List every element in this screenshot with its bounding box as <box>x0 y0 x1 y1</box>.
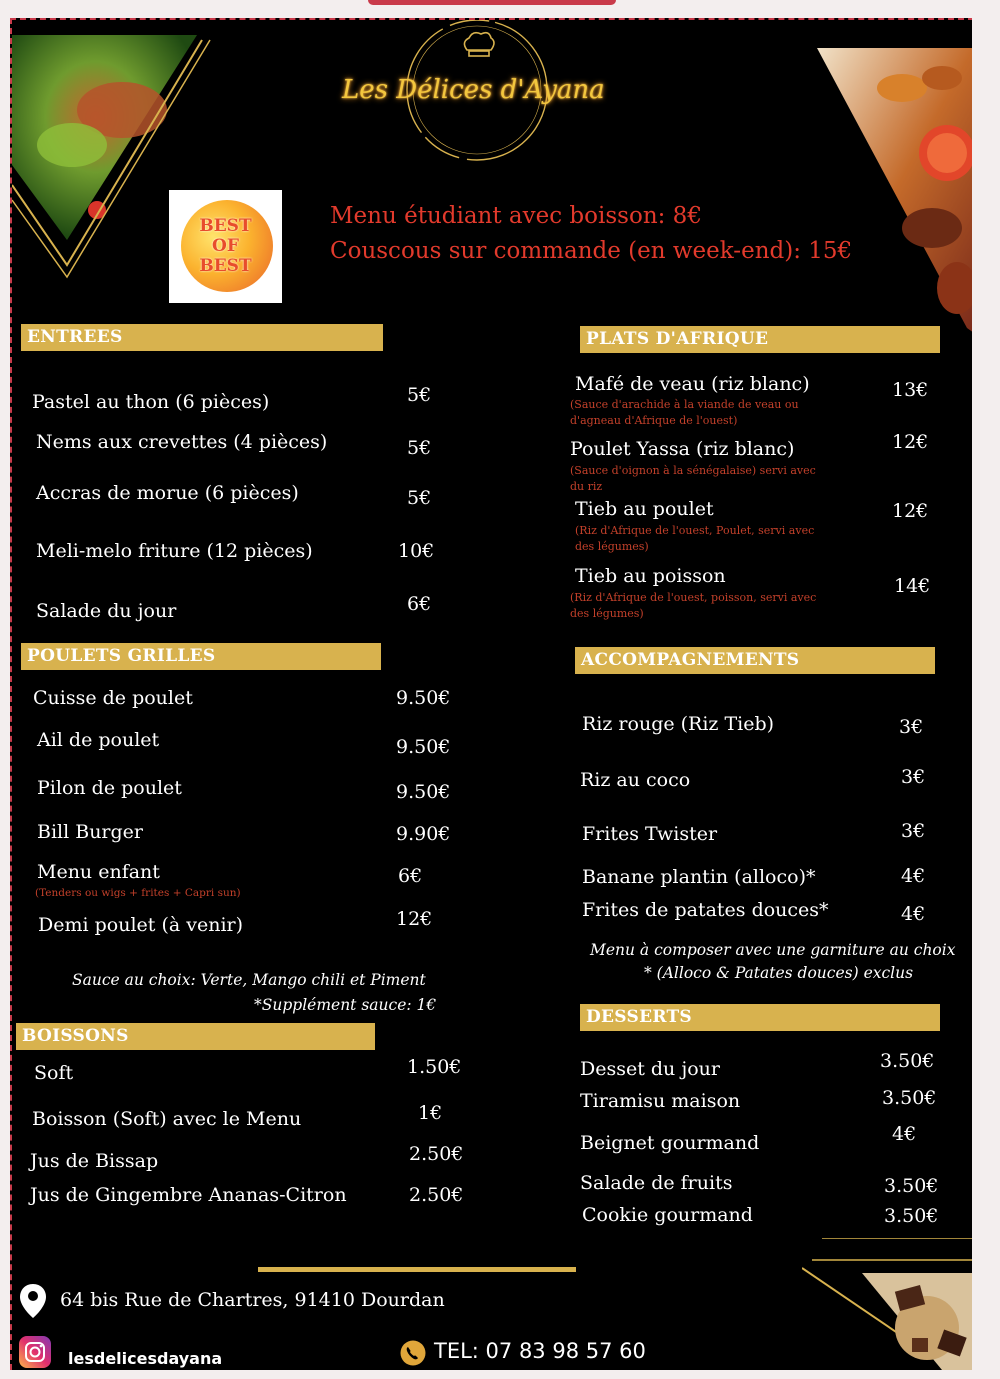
poulets-item-desc: (Tenders ou wigs + frites + Capri sun) <box>35 887 241 899</box>
afrique-item-desc <box>570 590 852 622</box>
afrique-desc-line: des légumes) <box>570 606 644 620</box>
boissons-item-name: Soft <box>34 1062 74 1084</box>
poulets-item-price: 12€ <box>396 908 433 930</box>
desserts-item-name: Tiramisu maison <box>580 1090 741 1112</box>
section-header-afrique: PLATS D'AFRIQUE <box>580 326 940 353</box>
section-header-desserts: DESSERTS <box>580 1004 940 1031</box>
entrees-item-name: Pastel au thon (6 pièces) <box>32 391 270 413</box>
accomp-item-name: Frites de patates douces* <box>582 899 829 921</box>
section-header-accompagnements: ACCOMPAGNEMENTS <box>575 647 935 674</box>
accomp-note: Menu à composer avec une garniture au choix <box>590 941 956 959</box>
boissons-item-name: Jus de Gingembre Ananas-Citron <box>30 1184 347 1206</box>
entrees-item-name: Accras de morue (6 pièces) <box>36 482 299 504</box>
sauce-note: Sauce au choix: Verte, Mango chili et Piment <box>72 971 426 989</box>
afrique-item-price: 12€ <box>892 431 929 453</box>
entrees-item-name: Salade du jour <box>36 600 177 622</box>
top-accent-bar <box>368 0 616 5</box>
afrique-item-name: Mafé de veau (riz blanc) <box>575 373 810 395</box>
phone-number: TEL: 07 83 98 57 60 <box>434 1339 646 1363</box>
poulets-item-name: Bill Burger <box>37 821 144 843</box>
poulets-item-name: Menu enfant <box>37 861 160 883</box>
accomp-item-name: Banane plantin (alloco)* <box>582 866 816 888</box>
afrique-item-name: Poulet Yassa (riz blanc) <box>570 438 795 460</box>
logo-text: Les Délices d'Ayana <box>342 75 605 105</box>
afrique-desc-line: (Riz d'Afrique de l'ouest, Poulet, servi avec <box>575 524 815 537</box>
poulets-item-price: 6€ <box>398 865 423 887</box>
poulets-item-price: 9.50€ <box>396 781 451 803</box>
afrique-item-desc <box>570 397 852 429</box>
desserts-item-name: Beignet gourmand <box>580 1132 760 1154</box>
poulets-item-name: Cuisse de poulet <box>33 687 193 709</box>
bottom-right-dessert-photo <box>802 1238 974 1370</box>
poulets-item-name: Pilon de poulet <box>37 777 182 799</box>
afrique-item-name: Tieb au poisson <box>575 565 726 587</box>
best-of-best-badge <box>169 190 282 303</box>
boissons-item-name: Jus de Bissap <box>30 1150 159 1172</box>
accomp-item-price: 4€ <box>901 903 926 925</box>
afrique-desc-line: (Riz d'Afrique de l'ouest, poisson, servi avec <box>570 591 817 604</box>
poulets-item-price: 9.50€ <box>396 687 451 709</box>
accomp-item-name: Riz rouge (Riz Tieb) <box>582 713 775 735</box>
section-header-poulets: POULETS GRILLES <box>21 643 381 670</box>
accomp-exclusion-note: * (Alloco & Patates douces) exclus <box>644 964 914 982</box>
address-text: 64 bis Rue de Chartres, 91410 Dourdan <box>60 1289 445 1311</box>
entrees-item-price: 10€ <box>398 540 435 562</box>
poulets-item-price: 9.50€ <box>396 736 451 758</box>
location-pin-icon <box>18 1282 48 1320</box>
poulets-item-name: Demi poulet (à venir) <box>38 914 244 936</box>
section-header-boissons: BOISSONS <box>16 1023 375 1050</box>
desserts-item-price: 3.50€ <box>884 1175 939 1197</box>
sauce-supplement-note: *Supplément sauce: 1€ <box>254 996 437 1014</box>
desserts-item-price: 3.50€ <box>882 1087 937 1109</box>
accomp-item-name: Frites Twister <box>582 823 718 845</box>
afrique-desc-line: (Sauce d'oignon à la sénégalaise) servi avec <box>570 464 816 477</box>
afrique-desc-line: d'agneau d'Afrique de l'ouest) <box>570 413 738 427</box>
boissons-item-price: 1€ <box>418 1102 443 1124</box>
entrees-item-name: Nems aux crevettes (4 pièces) <box>36 431 328 453</box>
instagram-icon <box>18 1335 52 1369</box>
desserts-item-name: Desset du jour <box>580 1058 720 1080</box>
desserts-item-name: Salade de fruits <box>580 1172 733 1194</box>
afrique-item-desc <box>570 463 852 495</box>
instagram-handle: lesdelicesdayana <box>68 1349 223 1368</box>
afrique-item-desc <box>575 523 857 555</box>
entrees-item-price: 5€ <box>407 384 432 406</box>
desserts-item-price: 3.50€ <box>884 1205 939 1227</box>
entrees-item-name: Meli-melo friture (12 pièces) <box>36 540 313 562</box>
accomp-item-name: Riz au coco <box>580 769 691 791</box>
promo-couscous: Couscous sur commande (en week-end): 15€ <box>330 238 853 264</box>
afrique-item-price: 12€ <box>892 500 929 522</box>
top-right-food-photo <box>807 48 974 333</box>
menu-board <box>10 18 974 1370</box>
afrique-item-price: 13€ <box>892 379 929 401</box>
afrique-desc-line: du riz <box>570 479 603 493</box>
boissons-item-price: 1.50€ <box>407 1056 462 1078</box>
desserts-item-name: Cookie gourmand <box>582 1204 753 1226</box>
desserts-item-price: 3.50€ <box>880 1050 935 1072</box>
accomp-item-price: 4€ <box>901 865 926 887</box>
boissons-item-name: Boisson (Soft) avec le Menu <box>32 1108 302 1130</box>
boissons-item-price: 2.50€ <box>409 1143 464 1165</box>
phone-icon <box>400 1340 426 1366</box>
afrique-desc-line: (Sauce d'arachide à la viande de veau ou <box>570 398 799 411</box>
footer-divider <box>258 1267 576 1272</box>
accomp-item-price: 3€ <box>899 716 924 738</box>
page-margin-right <box>972 18 1000 1379</box>
afrique-item-price: 14€ <box>894 575 931 597</box>
afrique-item-name: Tieb au poulet <box>575 498 714 520</box>
afrique-desc-line: des légumes) <box>575 539 649 553</box>
poulets-item-name: Ail de poulet <box>37 729 160 751</box>
accomp-item-price: 3€ <box>901 766 926 788</box>
boissons-item-price: 2.50€ <box>409 1184 464 1206</box>
badge-line2: OF <box>212 236 239 256</box>
poulets-item-price: 9.90€ <box>396 823 451 845</box>
accomp-item-price: 3€ <box>901 820 926 842</box>
entrees-item-price: 6€ <box>407 593 432 615</box>
desserts-item-price: 4€ <box>892 1123 917 1145</box>
section-header-entrees: ENTREES <box>21 324 383 351</box>
entrees-item-price: 5€ <box>407 437 432 459</box>
badge-line3: BEST <box>199 256 252 276</box>
entrees-item-price: 5€ <box>407 487 432 509</box>
badge-line1: BEST <box>199 216 252 236</box>
promo-student-menu: Menu étudiant avec boisson: 8€ <box>330 203 702 229</box>
